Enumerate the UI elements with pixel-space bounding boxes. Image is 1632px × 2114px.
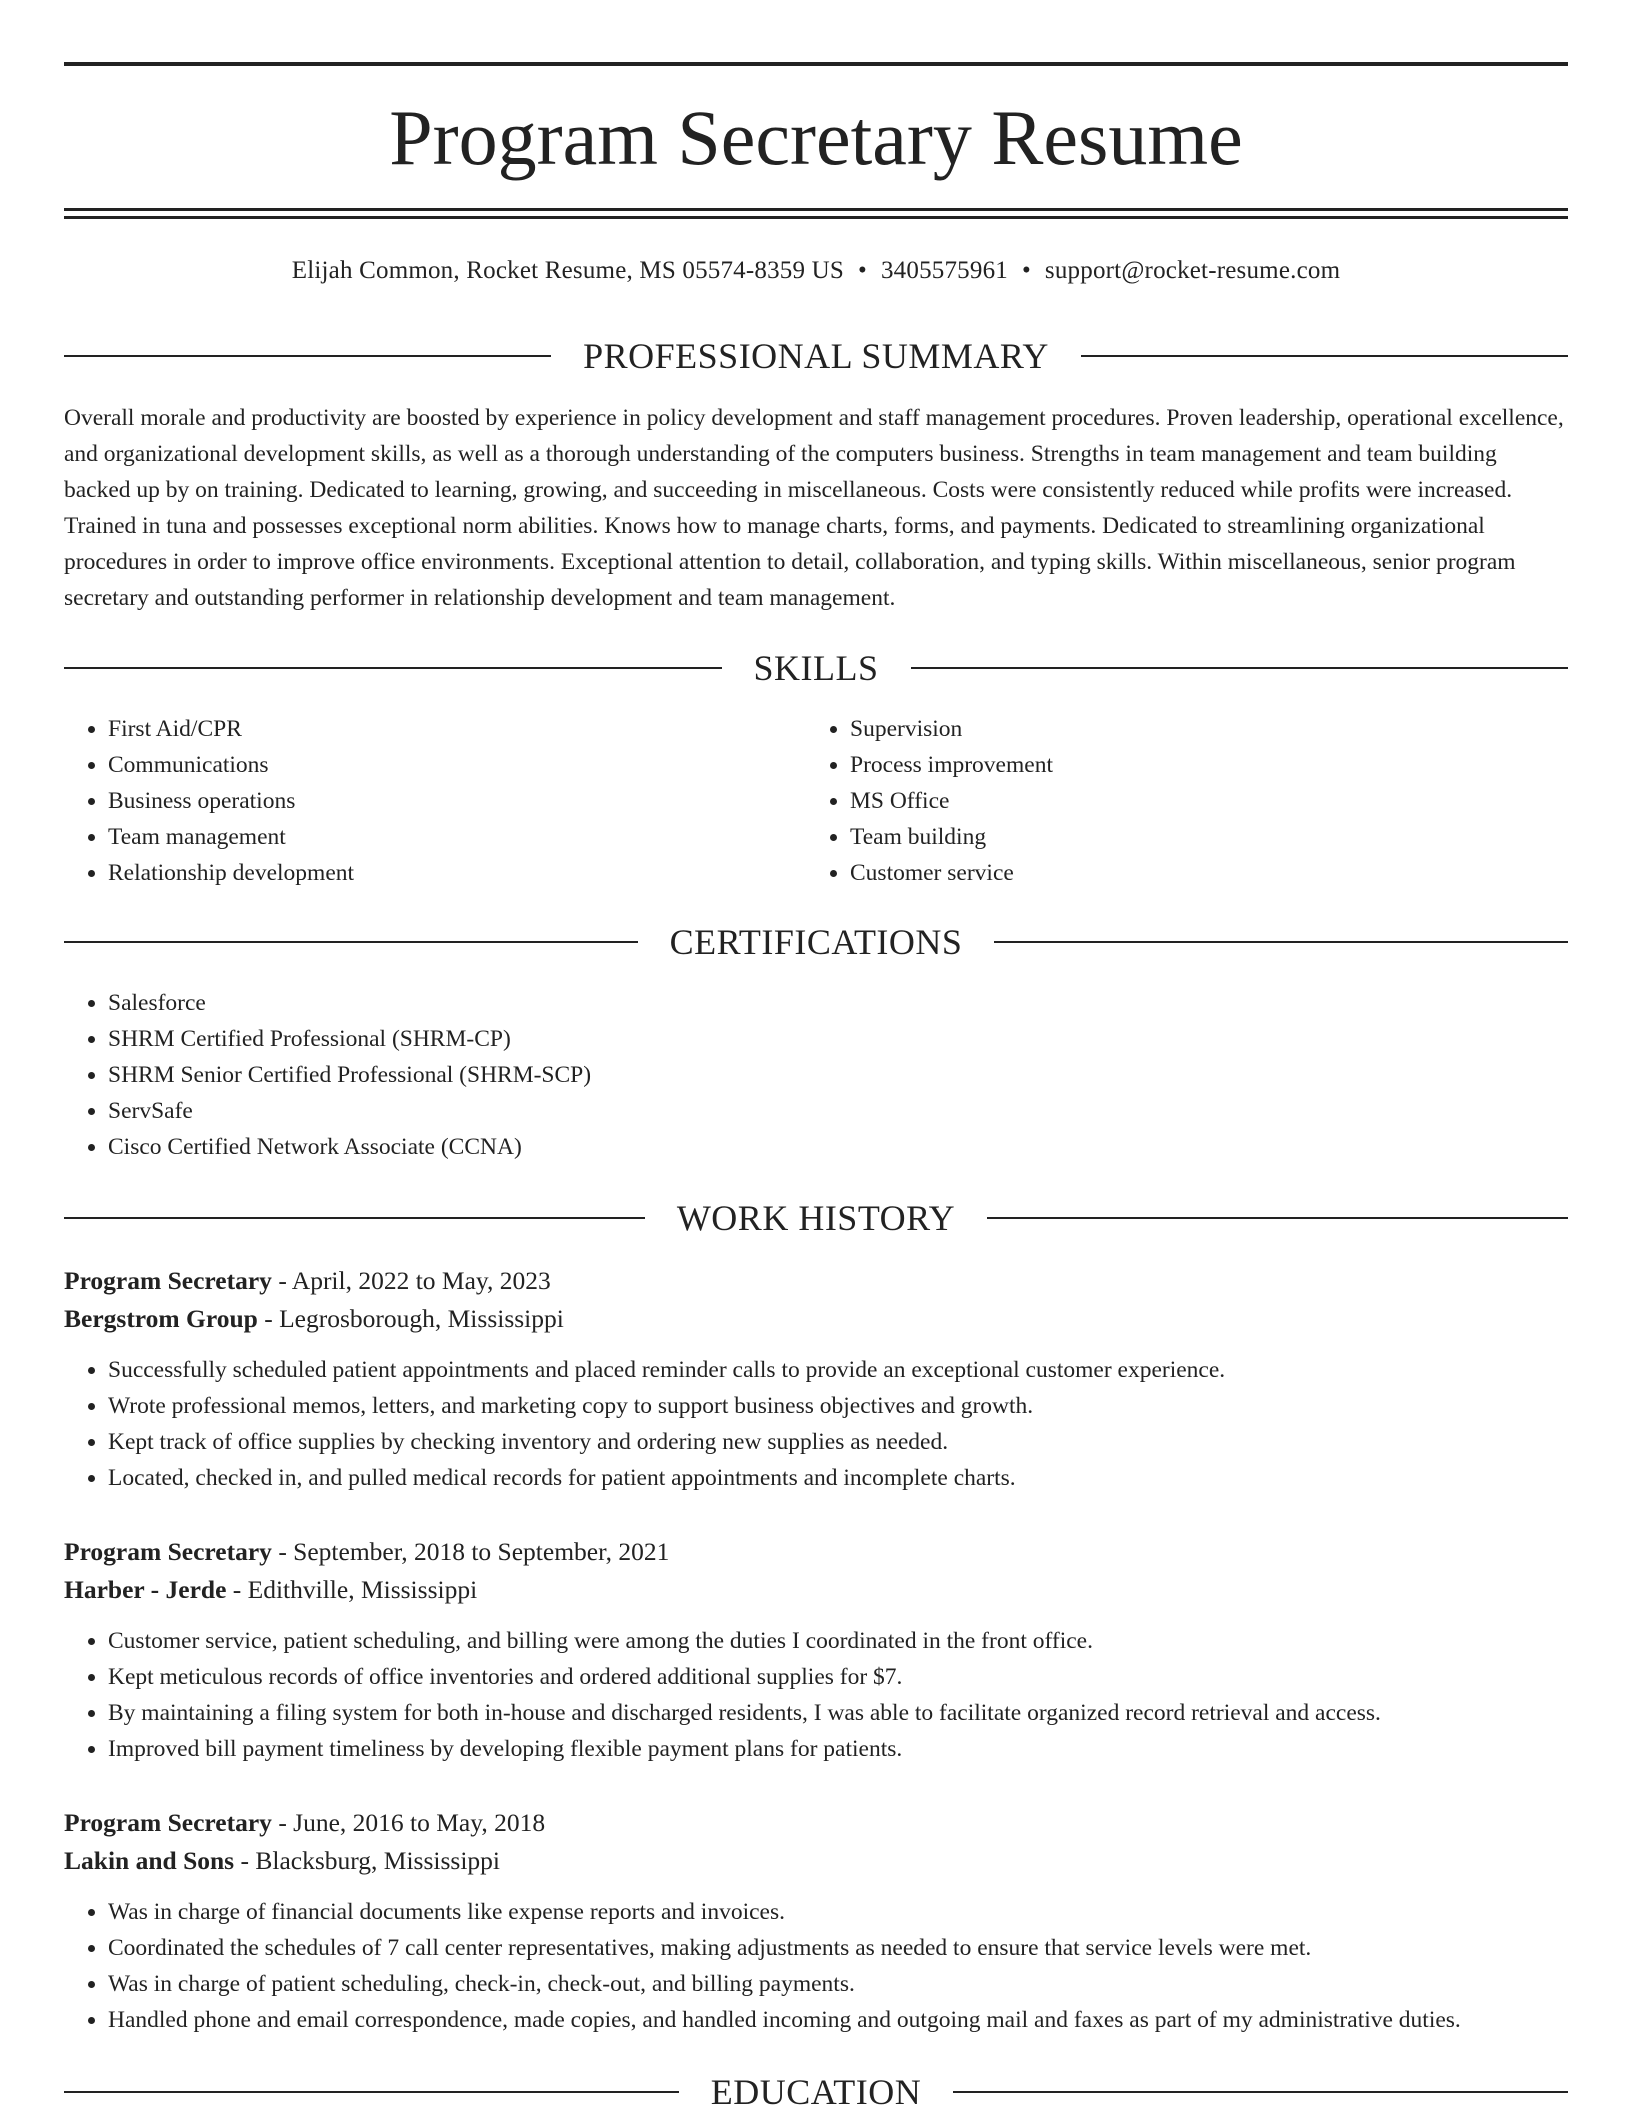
skill-item: • Business operations: [108, 783, 354, 819]
job-duty: • Was in charge of patient scheduling, check-in, check-out, and billing payments.: [108, 1966, 1568, 2002]
section-title-education: EDUCATION: [710, 2072, 922, 2112]
job-company: Bergstrom Group: [64, 1304, 258, 1333]
section-rule: [911, 667, 1569, 669]
job-company-line: [64, 1571, 1568, 1609]
section-title-certifications: CERTIFICATIONS: [669, 922, 963, 962]
job-location: - Edithville, Mississippi: [226, 1575, 478, 1604]
title-rule-lower: [64, 216, 1568, 219]
certification-item: • Cisco Certified Network Associate (CCNA): [108, 1129, 591, 1165]
section-rule: [953, 2091, 1568, 2093]
section-title-work-history: WORK HISTORY: [676, 1198, 956, 1238]
job-location: - Blacksburg, Mississippi: [234, 1846, 500, 1875]
skill-item: • Supervision: [850, 711, 1053, 747]
certifications-list: [64, 985, 591, 1165]
title-rule-upper: [64, 208, 1568, 211]
contact-line: [64, 253, 1568, 289]
job-dates: - April, 2022 to May, 2023: [271, 1266, 551, 1295]
job-duty: • Handled phone and email correspondence, made copies, and handled incoming and outgoing mail and faxes as part of my administrative duties.: [108, 2002, 1568, 2038]
job-company: Harber - Jerde: [64, 1575, 227, 1604]
skill-item: • Customer service: [850, 855, 1053, 891]
skill-item: • Communications: [108, 747, 354, 783]
job-duty: • Customer service, patient scheduling, and billing were among the duties I coordinated in the front office.: [108, 1623, 1568, 1659]
job-dates: - June, 2016 to May, 2018: [271, 1808, 546, 1837]
skills-column-left: [64, 711, 354, 891]
contact-phone: 3405575961: [880, 257, 1008, 284]
section-rule: [64, 941, 638, 943]
section-header-education: [64, 2070, 1568, 2114]
job-company-line: [64, 1842, 1568, 1880]
section-header-certifications: [64, 920, 1568, 964]
section-rule: [64, 355, 551, 357]
job-duty: • Was in charge of financial documents like expense reports and invoices.: [108, 1894, 1568, 1930]
job-entry: [64, 1262, 1568, 1496]
job-duty: • Successfully scheduled patient appointments and placed reminder calls to provide an exceptional customer experience.: [108, 1352, 1568, 1388]
skill-item: • Team management: [108, 819, 354, 855]
job-duty: • Located, checked in, and pulled medical records for patient appointments and incomplete charts.: [108, 1460, 1568, 1496]
job-duties-list: [64, 1623, 1568, 1767]
summary-text: Overall morale and productivity are boosted by experience in policy development and staff management procedures. Proven leadership, operational excellence, and organizational development skills, as well as a thorough understanding of the computers business. Strengths in team management and team building backed up by on training. Dedicated to learning, growing, and succeeding in miscellaneous. Costs were consistently reduced while profits were increased. Trained in tuna and possesses exceptional norm abilities. Knows how to manage charts, forms, and payments. Dedicated to streamlining organizational procedures in order to improve office environments. Exceptional attention to detail, collaboration, and typing skills. Within miscellaneous, senior program secretary and outstanding performer in relationship development and team management.: [64, 405, 1564, 611]
section-title-summary: PROFESSIONAL SUMMARY: [583, 336, 1049, 376]
top-rule: [64, 62, 1568, 66]
section-header-work-history: [64, 1196, 1568, 1240]
section-rule: [987, 1217, 1568, 1219]
job-entry: [64, 1533, 1568, 1767]
certifications-block: [64, 985, 591, 1165]
section-rule: [994, 941, 1568, 943]
job-title: Program Secretary: [64, 1266, 272, 1295]
job-title-line: [64, 1533, 1568, 1571]
skill-item: • Team building: [850, 819, 1053, 855]
job-duty: • By maintaining a filing system for both in-house and discharged residents, I was able to facilitate organized record retrieval and access.: [108, 1695, 1568, 1731]
page-title: Program Secretary Resume: [389, 94, 1243, 181]
skills-column-right: [806, 711, 1053, 891]
contact-separator: •: [1021, 257, 1031, 284]
job-duties-list: [64, 1894, 1568, 2038]
skills-list-left: [64, 711, 354, 891]
skills-list-right: [806, 711, 1053, 891]
contact-email: support@rocket-resume.com: [1044, 257, 1341, 284]
job-duty: • Kept meticulous records of office inventories and ordered additional supplies for $7.: [108, 1659, 1568, 1695]
section-header-skills: [64, 646, 1568, 690]
section-rule: [64, 1217, 645, 1219]
job-company-line: [64, 1300, 1568, 1338]
job-duty: • Wrote professional memos, letters, and marketing copy to support business objectives and growth.: [108, 1388, 1568, 1424]
job-duty: • Kept track of office supplies by checking inventory and ordering new supplies as needed.: [108, 1424, 1568, 1460]
certification-item: • ServSafe: [108, 1093, 591, 1129]
job-company: Lakin and Sons: [64, 1846, 235, 1875]
section-rule: [64, 2091, 679, 2093]
section-header-summary: [64, 334, 1568, 378]
job-title: Program Secretary: [64, 1808, 272, 1837]
job-entry: [64, 1804, 1568, 2038]
section-title-skills: SKILLS: [753, 648, 879, 688]
skill-item: • Process improvement: [850, 747, 1053, 783]
skill-item: • MS Office: [850, 783, 1053, 819]
certification-item: • Salesforce: [108, 985, 591, 1021]
contact-address: Elijah Common, Rocket Resume, MS 05574-8359 US: [291, 257, 845, 284]
job-duty: • Improved bill payment timeliness by developing flexible payment plans for patients.: [108, 1731, 1568, 1767]
section-rule: [64, 667, 722, 669]
job-title: Program Secretary: [64, 1537, 272, 1566]
job-duty: • Coordinated the schedules of 7 call center representatives, making adjustments as needed to ensure that service levels were met.: [108, 1930, 1568, 1966]
job-location: - Legrosborough, Mississippi: [257, 1304, 564, 1333]
skill-item: • First Aid/CPR: [108, 711, 354, 747]
job-title-line: [64, 1804, 1568, 1842]
job-dates: - September, 2018 to September, 2021: [271, 1537, 670, 1566]
certification-item: • SHRM Certified Professional (SHRM-CP): [108, 1021, 591, 1057]
skill-item: • Relationship development: [108, 855, 354, 891]
section-rule: [1081, 355, 1568, 357]
job-title-line: [64, 1262, 1568, 1300]
certification-item: • SHRM Senior Certified Professional (SHRM-SCP): [108, 1057, 591, 1093]
contact-separator: •: [858, 257, 867, 284]
job-duties-list: [64, 1352, 1568, 1496]
